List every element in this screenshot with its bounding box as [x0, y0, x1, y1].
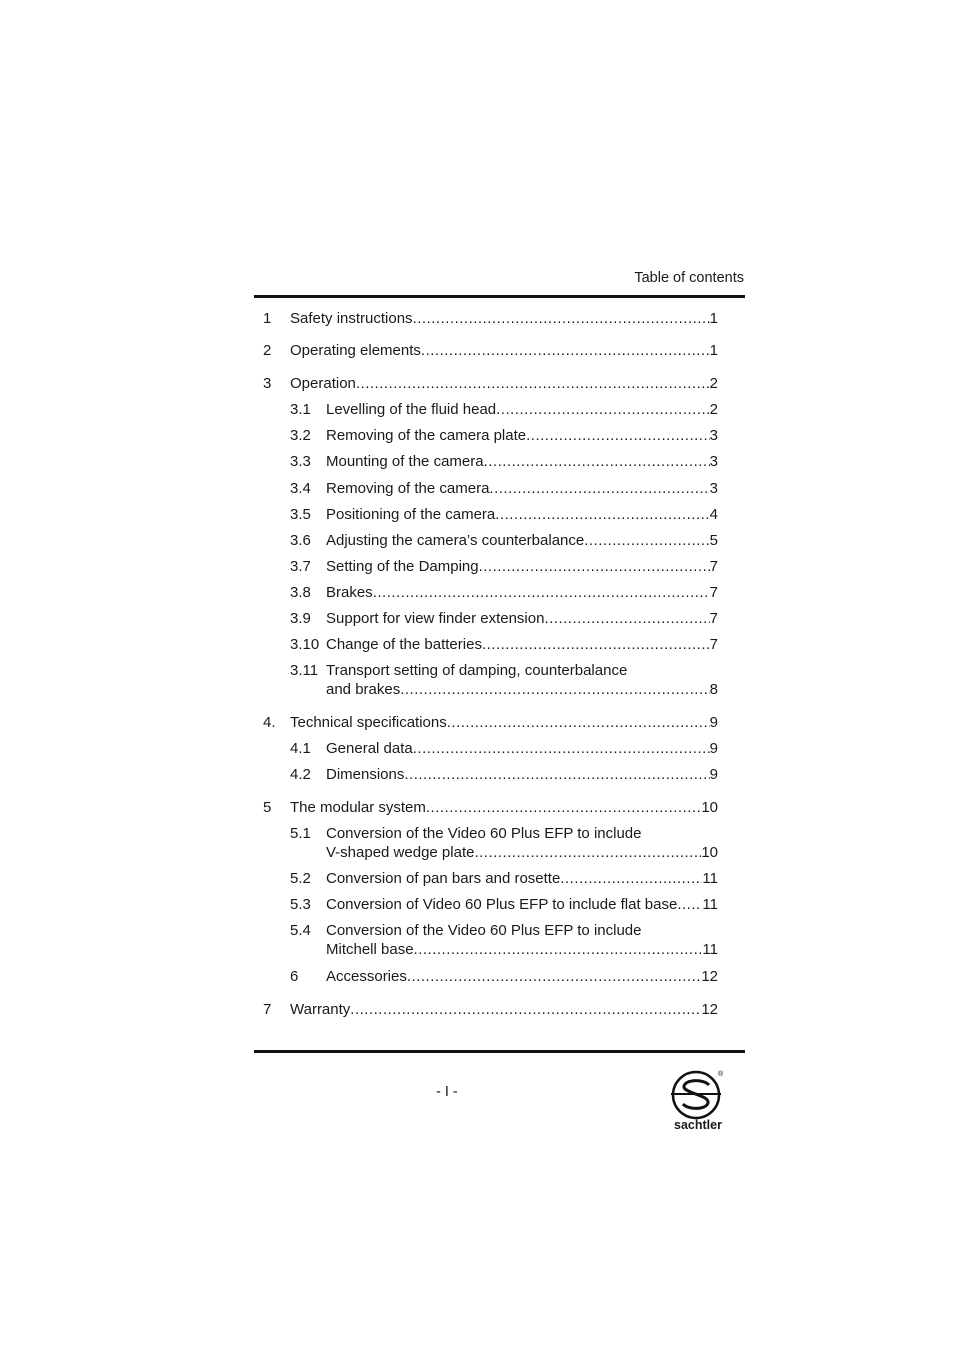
- toc-entry-number: 5.1: [290, 825, 311, 842]
- toc-entry-page: 12: [701, 968, 718, 985]
- svg-text:®: ®: [718, 1071, 724, 1078]
- toc-leader-dots: [400, 680, 709, 700]
- toc-entry-title: Levelling of the fluid head: [326, 401, 497, 418]
- toc-entry-title: Safety instructions: [290, 310, 413, 327]
- toc-leader-dots: [426, 798, 701, 818]
- toc-entry-page: 3: [709, 480, 718, 497]
- toc-entry-number: 4.: [263, 714, 276, 731]
- toc-leader-dots: [482, 635, 710, 655]
- toc-entry-title-continued: V-shaped wedge plate: [326, 844, 475, 861]
- sachtler-emblem-icon: [666, 1068, 730, 1120]
- toc-entry-page: 7: [709, 636, 718, 653]
- toc-entry: [254, 869, 745, 889]
- toc-entry-title: Technical specifications: [290, 714, 447, 731]
- toc-entry-page: 2: [709, 401, 718, 418]
- toc-entry-page: 9: [709, 766, 718, 783]
- toc-entry: [254, 609, 745, 629]
- toc-entry-title: Conversion of Video 60 Plus EFP to include flat base: [326, 896, 678, 913]
- toc-leader-dots: [495, 505, 709, 525]
- toc-entry-title: Adjusting the camera’s counterbalance: [326, 532, 585, 549]
- toc-entry-page: 11: [702, 941, 718, 958]
- toc-entry: [254, 374, 745, 394]
- toc-entry-title: Accessories: [326, 968, 407, 985]
- toc-entry-number: 3.5: [290, 506, 311, 523]
- toc-leader-dots: [447, 713, 710, 733]
- toc-entry-title: Dimensions: [326, 766, 405, 783]
- toc-entry-title: Positioning of the camera: [326, 506, 496, 523]
- toc-entry-page: 3: [709, 453, 718, 470]
- toc-leader-dots: [544, 609, 709, 629]
- toc-leader-dots: [413, 739, 710, 759]
- toc-entry: [254, 661, 745, 701]
- toc-entry-number: 3.4: [290, 480, 311, 497]
- toc-entry-page: 7: [709, 558, 718, 575]
- toc-entry-page: 11: [702, 870, 718, 887]
- toc-entry-title: Support for view finder extension: [326, 610, 545, 627]
- toc-entry-title: Removing of the camera plate: [326, 427, 527, 444]
- toc-entry-title: Warranty: [290, 1001, 351, 1018]
- toc-entry-title: The modular system: [290, 799, 426, 816]
- toc-entry: [254, 400, 745, 420]
- toc-leader-dots: [350, 1000, 701, 1020]
- toc-entry-page: 10: [701, 799, 718, 816]
- toc-leader-dots: [474, 843, 701, 863]
- toc-entry-page: 1: [709, 310, 718, 327]
- toc-entry: [254, 1000, 745, 1020]
- toc-entry-title: Brakes: [326, 584, 373, 601]
- toc-entry-number: 4.1: [290, 740, 311, 757]
- toc-entry: [254, 967, 745, 987]
- toc-entry-number: 6: [290, 968, 299, 985]
- toc-entry-number: 3.11: [290, 662, 319, 679]
- toc-entry-title: Operation: [290, 375, 356, 392]
- toc-entry-page: 11: [702, 896, 718, 913]
- top-rule: [254, 295, 745, 298]
- toc-entry: [254, 824, 745, 864]
- toc-entry: [254, 452, 745, 472]
- toc-entry: [254, 426, 745, 446]
- toc-entry: [254, 479, 745, 499]
- toc-entry-title: Conversion of the Video 60 Plus EFP to include: [326, 825, 642, 842]
- toc-leader-dots: [496, 400, 710, 420]
- toc-entry-title: Removing of the camera: [326, 480, 490, 497]
- toc-entry-number: 7: [263, 1001, 272, 1018]
- toc-entry-page: 2: [709, 375, 718, 392]
- toc-entry-number: 3.6: [290, 532, 311, 549]
- toc-entry-number: 1: [263, 310, 272, 327]
- toc-entry: [254, 309, 745, 329]
- toc-entry-page: 9: [709, 740, 718, 757]
- toc-entry-page: 9: [709, 714, 718, 731]
- toc-entry-number: 3.1: [290, 401, 311, 418]
- bottom-rule: [254, 1050, 745, 1053]
- toc-entry: [254, 635, 745, 655]
- toc-entry-page: 3: [709, 427, 718, 444]
- toc-entry-page: 5: [709, 532, 718, 549]
- toc-entry: [254, 739, 745, 759]
- toc-entry-number: 3.3: [290, 453, 311, 470]
- toc-leader-dots: [413, 309, 710, 329]
- toc-entry-page: 7: [709, 584, 718, 601]
- toc-leader-dots: [526, 426, 710, 446]
- toc-entry-number: 4.2: [290, 766, 311, 783]
- toc-entry-title-continued: Mitchell base: [326, 941, 414, 958]
- brand-wordmark: sachtler: [674, 1118, 722, 1132]
- toc-entry-page: 10: [701, 844, 718, 861]
- toc-entry-title: Change of the batteries: [326, 636, 482, 653]
- toc-entry-number: 2: [263, 342, 272, 359]
- toc-entry-title-continued: and brakes: [326, 681, 401, 698]
- toc-entry: [254, 713, 745, 733]
- toc-entry-page: 8: [709, 681, 718, 698]
- toc-entry-title: Operating elements: [290, 342, 421, 359]
- toc-entry-page: 1: [709, 342, 718, 359]
- page-number: - I -: [436, 1084, 458, 1100]
- toc-entry-number: 3.2: [290, 427, 311, 444]
- toc-entry-number: 3.8: [290, 584, 311, 601]
- toc-leader-dots: [484, 452, 710, 472]
- toc-entry: [254, 531, 745, 551]
- toc-entry-number: 5.3: [290, 896, 311, 913]
- toc-entry: [254, 505, 745, 525]
- toc-leader-dots: [407, 967, 701, 987]
- toc-entry: [254, 583, 745, 603]
- toc-entry-page: 12: [701, 1001, 718, 1018]
- toc-leader-dots: [584, 531, 709, 551]
- toc-entry-number: 3.10: [290, 636, 320, 653]
- toc-entry-title: Transport setting of damping, counterbalance: [326, 662, 628, 679]
- toc-leader-dots: [677, 895, 702, 915]
- toc-entry-title: Setting of the Damping: [326, 558, 479, 575]
- toc-entry-number: 5: [263, 799, 272, 816]
- toc-entry-number: 3: [263, 375, 272, 392]
- toc-entry-number: 3.9: [290, 610, 311, 627]
- toc-entry: [254, 557, 745, 577]
- toc-leader-dots: [356, 374, 710, 394]
- toc-leader-dots: [404, 765, 709, 785]
- toc-leader-dots: [421, 341, 710, 361]
- toc-entry: [254, 798, 745, 818]
- toc-entry: [254, 921, 745, 961]
- toc-entry: [254, 341, 745, 361]
- toc-leader-dots: [373, 583, 710, 603]
- toc-entry-number: 3.7: [290, 558, 311, 575]
- header-label: Table of contents: [634, 270, 744, 286]
- toc-entry: [254, 765, 745, 785]
- toc-entry-title: Conversion of the Video 60 Plus EFP to include: [326, 922, 642, 939]
- toc-leader-dots: [560, 869, 702, 889]
- toc-entry-title: Mounting of the camera: [326, 453, 484, 470]
- toc-entry-number: 5.2: [290, 870, 311, 887]
- sachtler-logo: [666, 1068, 730, 1134]
- toc-leader-dots: [414, 940, 703, 960]
- toc-entry-page: 7: [709, 610, 718, 627]
- toc-entry-title: Conversion of pan bars and rosette: [326, 870, 561, 887]
- toc-entry-page: 4: [709, 506, 718, 523]
- toc-leader-dots: [489, 479, 709, 499]
- toc-leader-dots: [479, 557, 710, 577]
- toc-entry: [254, 895, 745, 915]
- toc-entry-number: 5.4: [290, 922, 311, 939]
- toc-entry-title: General data: [326, 740, 413, 757]
